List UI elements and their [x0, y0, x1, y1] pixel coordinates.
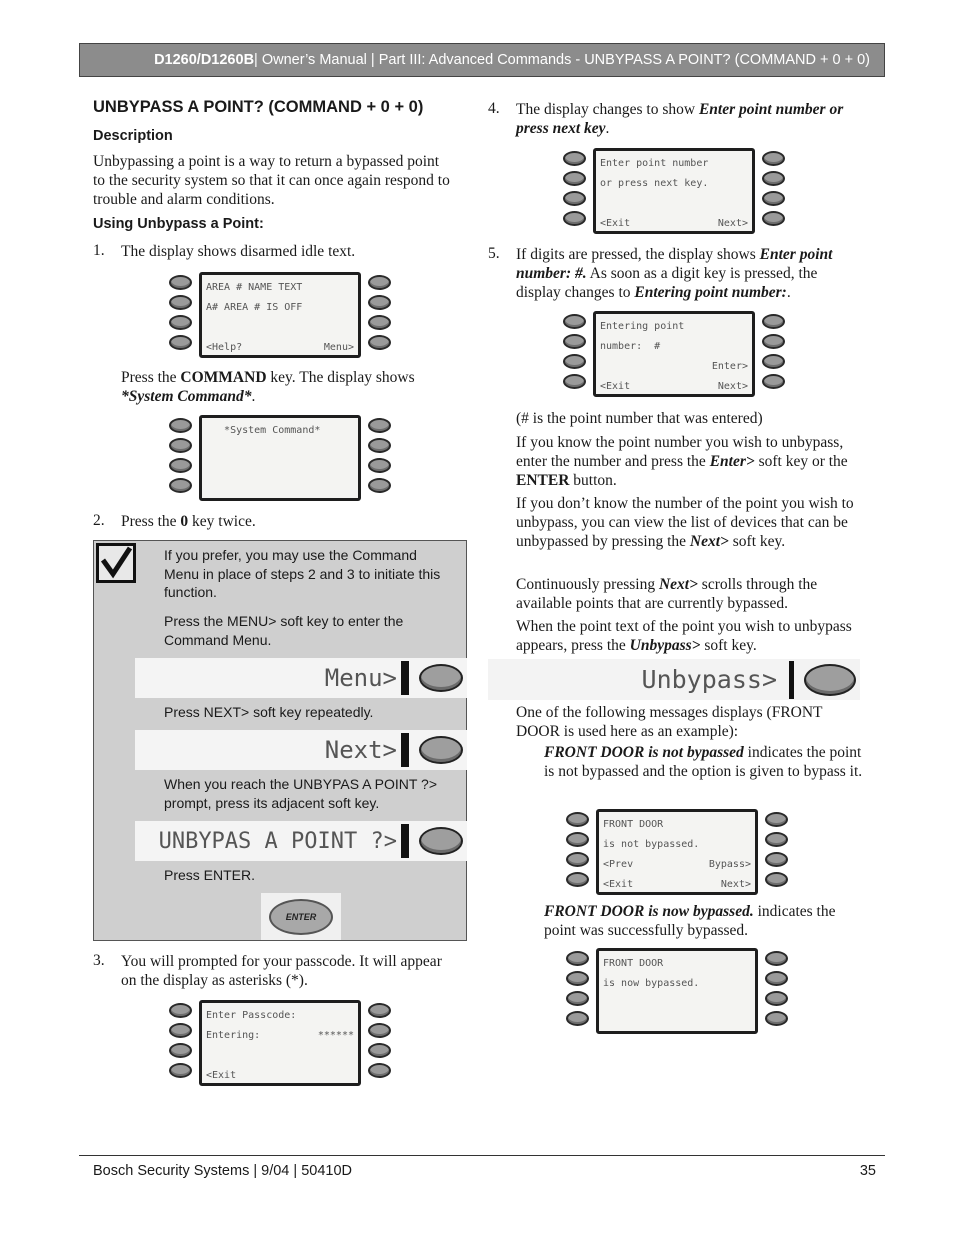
next-softkey-label: Next> — [689, 533, 729, 550]
soft-key — [169, 458, 192, 473]
soft-key — [368, 275, 391, 290]
soft-key — [169, 418, 192, 433]
next-softkey-illustration — [135, 730, 467, 770]
not-bypassed-message: FRONT DOOR is not bypassed — [544, 744, 744, 761]
step-5-text — [516, 245, 866, 302]
step-1-press-command — [121, 368, 456, 406]
enter-button-illustration — [261, 893, 341, 940]
soft-key — [563, 151, 586, 166]
soft-key — [762, 211, 785, 226]
using-heading: Using Unbypass a Point: — [93, 216, 264, 232]
text-run: Press the — [121, 369, 181, 386]
not-bypassed-text — [544, 743, 864, 781]
keypad-display-idle — [169, 272, 391, 362]
lcd-line-1: FRONT DOOR — [603, 819, 664, 830]
softkey-divider — [401, 824, 409, 858]
header-text: | Owner’s Manual | Part III: Advanced Commands - UNBYPASS A POINT? (COMMAND + 0 + 0) — [254, 52, 870, 68]
softkey-divider — [401, 733, 409, 767]
soft-key — [762, 354, 785, 369]
note-enter-instruction: Press ENTER. — [164, 867, 256, 883]
soft-key — [563, 374, 586, 389]
command-key-label: COMMAND — [180, 369, 267, 386]
footer-divider — [79, 1155, 885, 1156]
soft-key — [566, 832, 589, 847]
lcd-line-1: Enter point number — [600, 158, 709, 169]
soft-key — [368, 335, 391, 350]
soft-key — [169, 295, 192, 310]
soft-key — [169, 1063, 192, 1078]
text-run: Continuously pressing — [516, 576, 659, 593]
lcd-line-4-left: <Exit — [600, 381, 631, 392]
soft-key — [169, 478, 192, 493]
text-run: When the point text of the point you wish to unbypass appears, press the — [516, 618, 852, 654]
soft-key — [169, 1043, 192, 1058]
soft-key — [368, 418, 391, 433]
lcd-line-4-right: Next> — [717, 381, 748, 392]
unbypass-softkey-display-label: Unbypass> — [641, 665, 777, 694]
text-run: key. The display shows — [266, 369, 415, 386]
soft-key — [563, 354, 586, 369]
note-unbypas-instruction: When you reach the UNBYPAS A POINT ?> prompt, press its adjacent soft key. — [164, 776, 438, 811]
soft-key — [762, 314, 785, 329]
soft-key — [762, 191, 785, 206]
soft-key — [368, 458, 391, 473]
soft-key — [566, 971, 589, 986]
soft-key — [765, 991, 788, 1006]
soft-key — [563, 334, 586, 349]
section-title: UNBYPASS A POINT? (COMMAND + 0 + 0) — [93, 98, 424, 116]
menu-softkey-label: Menu> — [324, 664, 397, 692]
soft-key-button — [419, 736, 463, 764]
soft-key — [368, 295, 391, 310]
soft-key — [566, 991, 589, 1006]
soft-key — [765, 951, 788, 966]
lcd-line-2: is not bypassed. — [603, 839, 700, 850]
text-run: If you know the point number you wish to unbypass, enter the number and press the — [516, 434, 844, 470]
soft-key — [563, 171, 586, 186]
text-run: If digits are pressed, the display shows — [516, 246, 760, 263]
lcd-line-1: *System Command* — [206, 425, 321, 436]
text-run: soft key. — [700, 637, 757, 654]
lcd-line-2: or press next key. — [600, 178, 709, 189]
lcd-line-2-left: Entering: — [206, 1030, 261, 1041]
text-run: button. — [569, 472, 617, 489]
soft-key — [765, 872, 788, 887]
text-run: indicates the point was successfully bypassed. — [544, 903, 836, 939]
soft-key — [169, 335, 192, 350]
lcd-line-4-right: Next> — [720, 879, 751, 890]
soft-key — [566, 852, 589, 867]
lcd-line-4-left: <Help? — [206, 342, 243, 353]
soft-key — [368, 1023, 391, 1038]
soft-key — [169, 275, 192, 290]
messages-intro: One of the following messages displays (FRONT DOOR is used here as an example): — [516, 704, 823, 740]
soft-key — [368, 1043, 391, 1058]
lcd-line-2: number: # — [600, 341, 661, 352]
know-point-text — [516, 433, 861, 490]
footer-publisher: Bosch Security Systems | 9/04 | 50410D — [93, 1163, 352, 1179]
softkey-divider — [789, 661, 794, 699]
text-run: . — [605, 120, 610, 137]
soft-key — [566, 812, 589, 827]
soft-key — [765, 812, 788, 827]
entering-point-number-prompt: Entering point number: — [634, 284, 787, 301]
unbypas-softkey-label: UNBYPAS A POINT ?> — [158, 828, 397, 854]
text-run: scrolls through the available points that are currently bypassed. — [516, 576, 818, 612]
soft-key — [169, 438, 192, 453]
soft-key — [169, 315, 192, 330]
step-2-number: 2. — [93, 512, 105, 529]
soft-key — [765, 852, 788, 867]
text-run: Press the — [121, 513, 181, 530]
lcd-line-4-left: <Exit — [603, 879, 634, 890]
now-bypassed-message: FRONT DOOR is now bypassed. — [544, 903, 754, 920]
soft-key — [169, 1003, 192, 1018]
enter-point-prompt: Enter point number or press next key — [516, 101, 844, 137]
text-run: As soon as a digit key is pressed, the display changes to — [516, 265, 818, 301]
soft-key — [762, 151, 785, 166]
lcd-line-2: A# AREA # IS OFF — [206, 302, 303, 313]
keypad-display-passcode — [169, 1000, 391, 1090]
lcd-screen — [199, 1000, 361, 1086]
text-run: The display changes to show — [516, 101, 699, 118]
text-run: soft key. — [728, 533, 786, 550]
lcd-screen — [596, 948, 758, 1034]
soft-key-button — [419, 664, 463, 692]
step-2-text — [121, 512, 256, 531]
lcd-line-2: is now bypassed. — [603, 978, 700, 989]
lcd-line-4-right: Menu> — [323, 342, 354, 353]
next-softkey-label: Next> — [658, 576, 698, 593]
step-1-number: 1. — [93, 242, 105, 259]
unbypass-softkey-label: Unbypass> — [629, 637, 701, 654]
description-text: Unbypassing a point is a way to return a bypassed point to the security system so that it can once again respond to trouble and alarm conditions. — [93, 153, 450, 208]
now-bypassed-text — [544, 902, 864, 940]
unbypass-softkey-text — [516, 617, 861, 655]
keypad-display-entering-point — [563, 311, 785, 401]
soft-key — [169, 1023, 192, 1038]
unbypass-softkey-illustration — [488, 659, 860, 700]
system-command-label: *System Command* — [121, 388, 252, 405]
soft-key — [368, 315, 391, 330]
lcd-line-1: AREA # NAME TEXT — [206, 282, 303, 293]
lcd-line-1: Enter Passcode: — [206, 1010, 297, 1021]
keypad-display-not-bypassed — [566, 809, 788, 899]
text-run: If you don’t know the number of the point you wish to unbypass, you can view the list of devices that can be unbypassed by pressing the — [516, 495, 854, 550]
soft-key — [368, 1063, 391, 1078]
header-bar — [79, 43, 885, 77]
next-softkey-label: Next> — [324, 736, 397, 764]
zero-key-label: 0 — [180, 513, 189, 530]
soft-key-button — [804, 664, 856, 696]
note-intro: If you prefer, you may use the Command Menu in place of steps 2 and 3 to initiate this function. — [164, 547, 441, 600]
step-3-text: You will prompted for your passcode. It will appear on the display as asterisks (*). — [121, 953, 442, 989]
checkmark-icon — [96, 543, 136, 583]
keypad-display-system-command — [169, 415, 391, 505]
lcd-screen — [596, 809, 758, 895]
soft-key — [368, 1003, 391, 1018]
soft-key — [566, 872, 589, 887]
text-run: key twice. — [188, 513, 256, 530]
enter-button: ENTER — [269, 899, 333, 935]
lcd-line-3-right: Bypass> — [708, 859, 751, 870]
keypad-display-enter-point — [563, 148, 785, 238]
soft-key — [765, 1011, 788, 1026]
note-menu-instruction: Press the MENU> soft key to enter the Command Menu. — [164, 613, 404, 648]
enter-button-label: ENTER — [516, 472, 570, 489]
lcd-line-2-right: ****** — [317, 1030, 354, 1041]
unbypas-point-softkey-illustration — [135, 821, 467, 861]
enter-softkey-label: Enter> — [709, 453, 755, 470]
lcd-line-4-left: <Exit — [206, 1070, 237, 1081]
soft-key — [563, 314, 586, 329]
text-run: . — [786, 284, 791, 301]
soft-key-button — [419, 827, 463, 855]
note-next-instruction: Press NEXT> soft key repeatedly. — [164, 704, 374, 720]
step-4-number: 4. — [488, 100, 500, 117]
soft-key — [765, 832, 788, 847]
soft-key — [368, 438, 391, 453]
softkey-divider — [401, 661, 409, 695]
soft-key — [566, 951, 589, 966]
point-number-note: (# is the point number that was entered) — [516, 410, 763, 427]
lcd-line-3-left: <Prev — [603, 859, 634, 870]
lcd-screen — [199, 272, 361, 358]
text-run: soft key or the — [754, 453, 848, 470]
step-4-text — [516, 100, 866, 138]
lcd-line-4-left: <Exit — [600, 218, 631, 229]
soft-key — [765, 971, 788, 986]
lcd-line-1: FRONT DOOR — [603, 958, 664, 969]
lcd-line-4-right: Next> — [717, 218, 748, 229]
note-box — [93, 540, 467, 941]
lcd-screen — [593, 311, 755, 397]
step-5-number: 5. — [488, 245, 500, 262]
enter-point-number-prompt: Enter point number: #. — [516, 246, 833, 282]
soft-key — [563, 211, 586, 226]
soft-key — [563, 191, 586, 206]
text-run: . — [251, 388, 256, 405]
description-heading: Description — [93, 128, 173, 144]
soft-key — [566, 1011, 589, 1026]
header-model: D1260/D1260B — [154, 52, 255, 68]
text-run: indicates the point is not bypassed and the option is given to bypass it. — [544, 744, 863, 780]
lcd-screen — [593, 148, 755, 234]
soft-key — [762, 374, 785, 389]
soft-key — [762, 334, 785, 349]
step-3-number: 3. — [93, 952, 105, 969]
soft-key — [368, 478, 391, 493]
continuous-next-text — [516, 575, 861, 613]
step-1-text: The display shows disarmed idle text. — [121, 243, 356, 260]
soft-key — [762, 171, 785, 186]
dont-know-point-text — [516, 494, 861, 551]
page-number: 35 — [859, 1163, 876, 1179]
menu-softkey-illustration — [135, 658, 467, 698]
keypad-display-now-bypassed — [566, 948, 788, 1038]
lcd-line-1: Entering point — [600, 321, 685, 332]
lcd-screen — [199, 415, 361, 501]
lcd-line-3-right: Enter> — [711, 361, 748, 372]
